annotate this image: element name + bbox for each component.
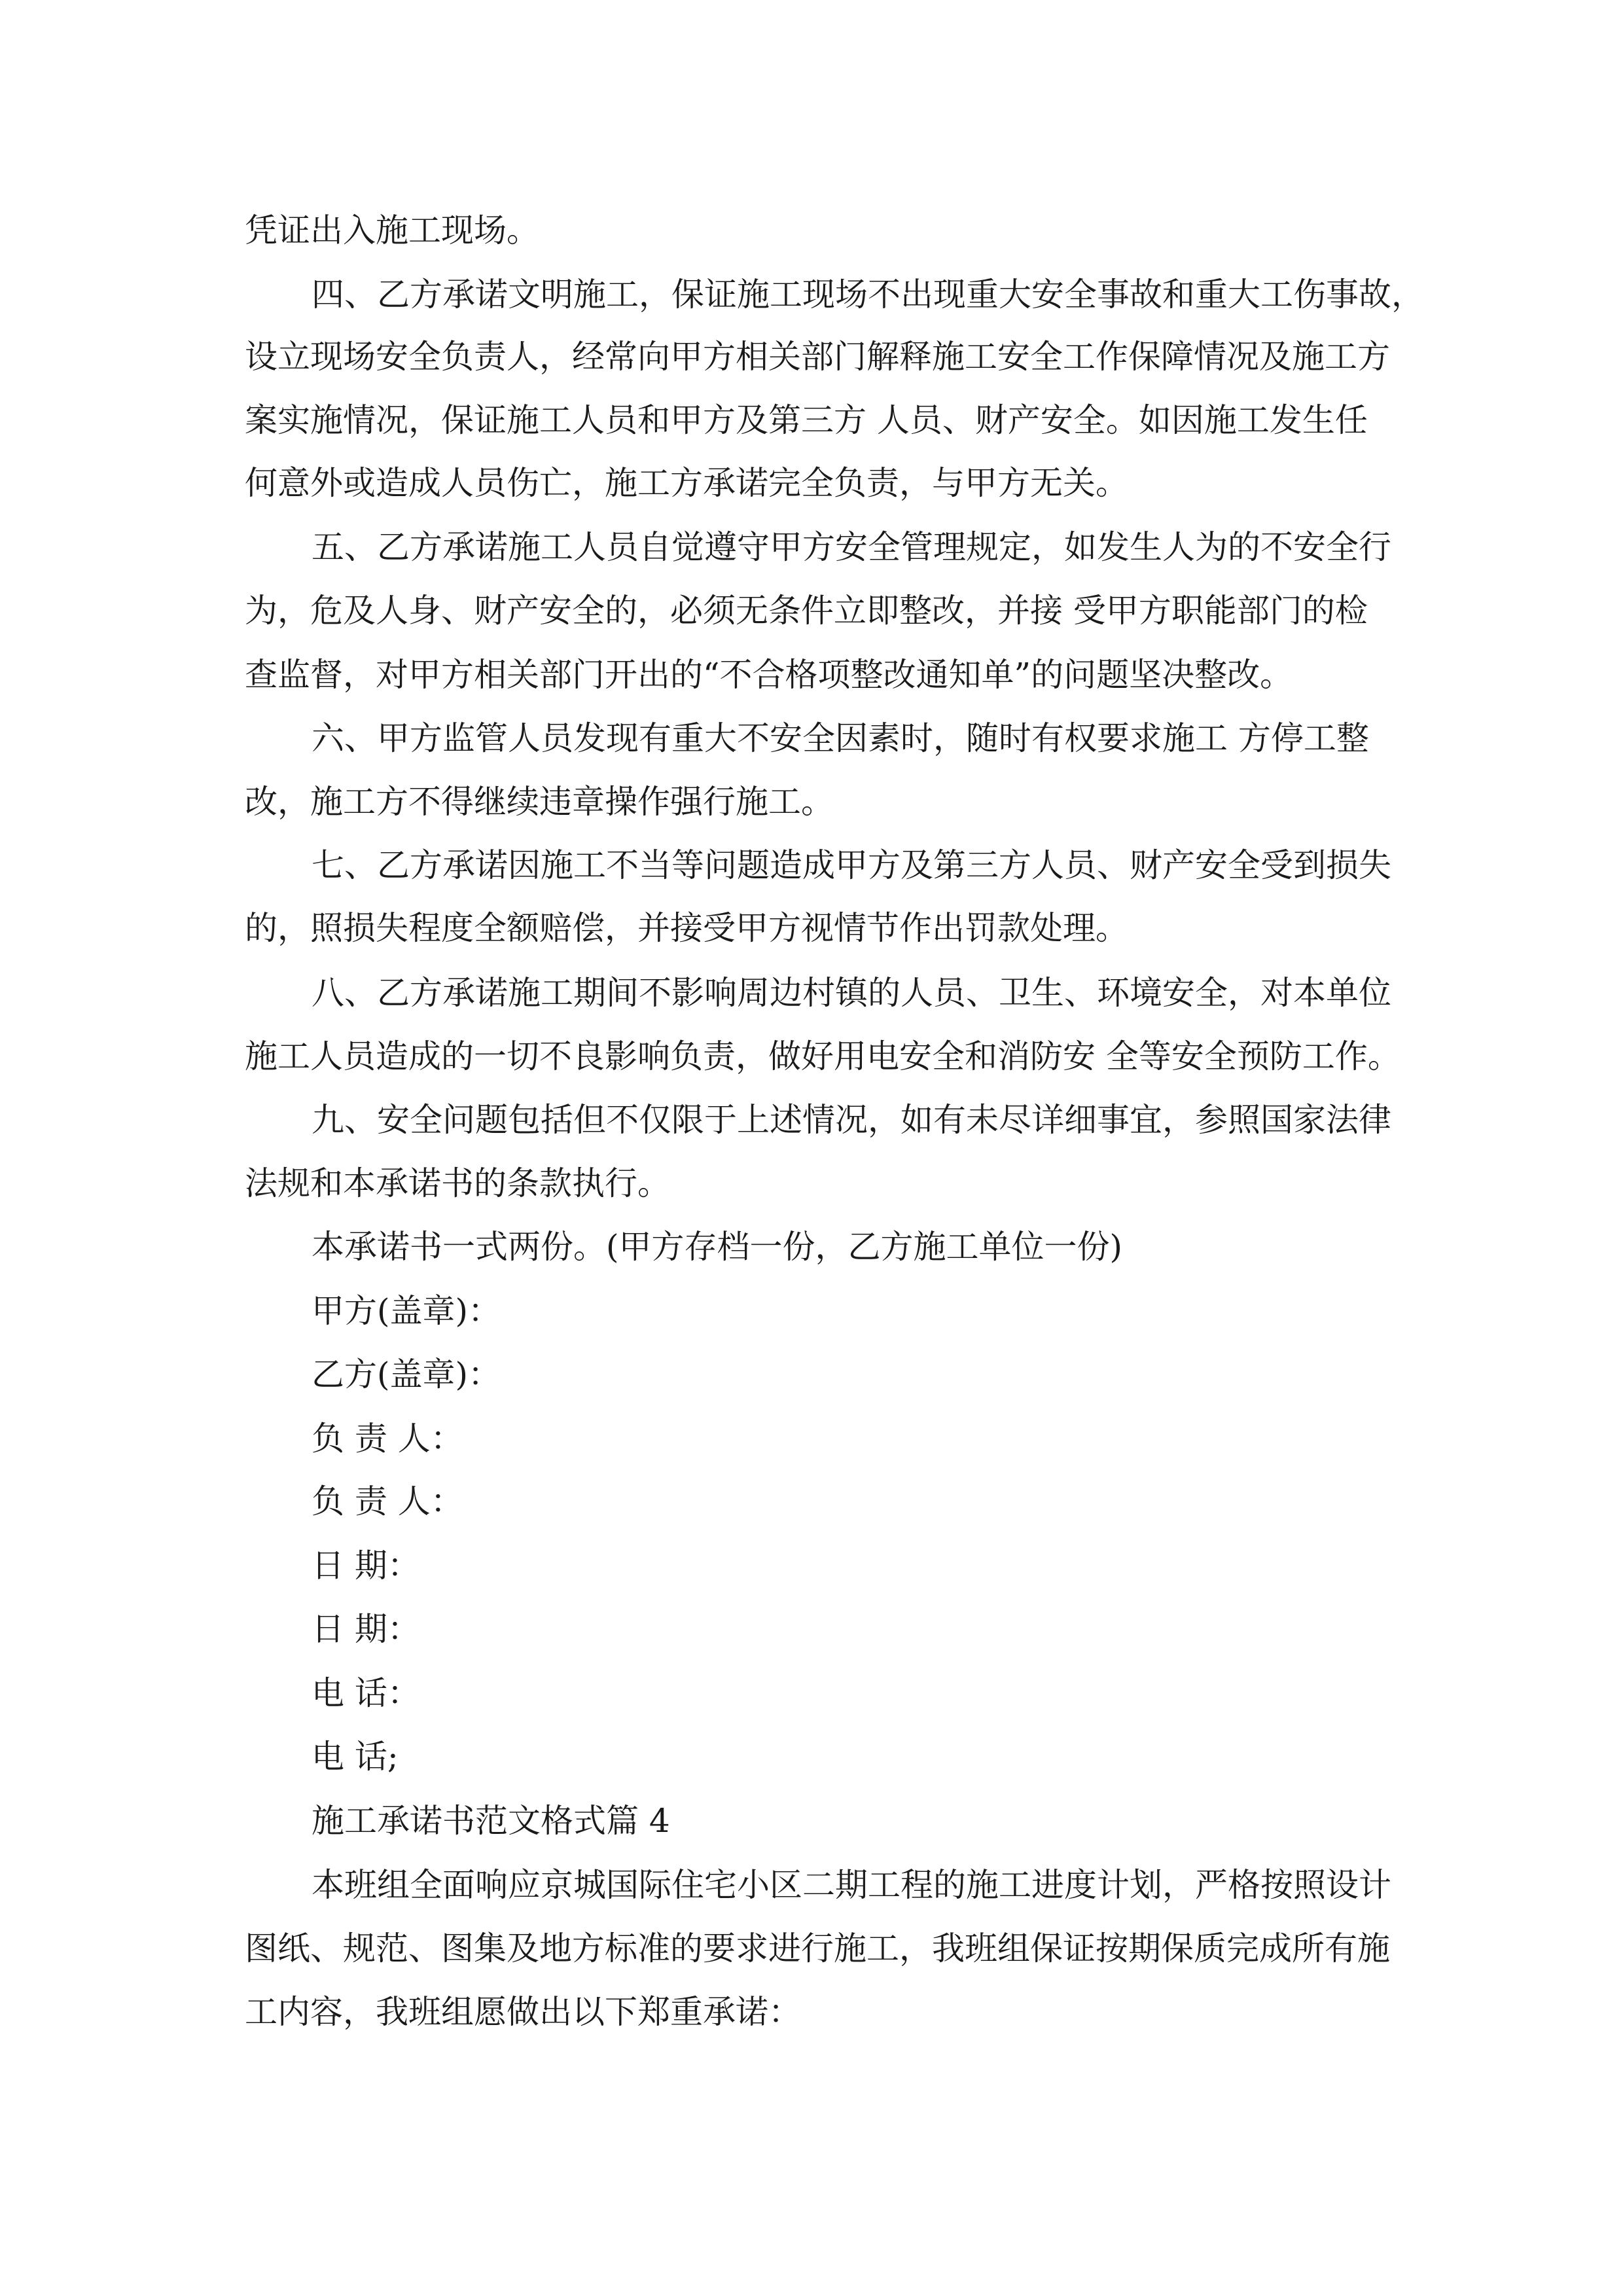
text-line: 查监督，对甲方相关部门开出的“不合格项整改通知单”的问题坚决整改。 bbox=[245, 656, 1293, 694]
date-label: 日 期： bbox=[312, 1610, 420, 1648]
text-line: 为，危及人身、财产安全的，必须无条件立即整改，并接 受甲方职能部门的检 bbox=[245, 592, 1368, 630]
party-b-seal-label: 乙方(盖章)： bbox=[312, 1355, 501, 1393]
responsible-person-label: 负 责 人： bbox=[312, 1420, 463, 1458]
text-line: 的，照损失程度全额赔偿，并接受甲方视情节作出罚款处理。 bbox=[245, 909, 1128, 947]
paragraph-five-line: 五、乙方承诺施工人员自觉遵守甲方安全管理规定，如发生人为的不安全行 bbox=[312, 528, 1391, 566]
responsible-person-label: 负 责 人： bbox=[312, 1482, 463, 1520]
text-line: 设立现场安全负责人，经常向甲方相关部门解释施工安全工作保障情况及施工方 bbox=[245, 338, 1390, 376]
phone-label: 电 话; bbox=[312, 1738, 399, 1776]
section-heading: 施工承诺书范文格式篇 4 bbox=[312, 1802, 670, 1840]
date-label: 日 期： bbox=[312, 1547, 420, 1585]
paragraph-pledge-line: 本班组全面响应京城国际住宅小区二期工程的施工进度计划，严格按照设计 bbox=[312, 1866, 1391, 1904]
phone-label: 电 话： bbox=[312, 1674, 420, 1712]
paragraph-four-line: 四、乙方承诺文明施工，保证施工现场不出现重大安全事故和重大工伤事故， bbox=[312, 276, 1424, 314]
text-line: 凭证出入施工现场。 bbox=[245, 211, 539, 249]
text-line: 案实施情况，保证施工人员和甲方及第三方 人员、财产安全。如因施工发生任 bbox=[245, 401, 1368, 439]
text-line: 改，施工方不得继续违章操作强行施工。 bbox=[245, 783, 834, 821]
paragraph-nine-line: 九、安全问题包括但不仅限于上述情况，如有未尽详细事宜，参照国家法律 bbox=[312, 1101, 1391, 1139]
text-line: 法规和本承诺书的条款执行。 bbox=[245, 1164, 670, 1202]
text-line: 何意外或造成人员伤亡，施工方承诺完全负责，与甲方无关。 bbox=[245, 464, 1128, 502]
text-line: 图纸、规范、图集及地方标准的要求进行施工，我班组保证按期保质完成所有施 bbox=[245, 1929, 1390, 1967]
text-line: 工内容，我班组愿做出以下郑重承诺： bbox=[245, 1993, 801, 2031]
paragraph-six-line: 六、甲方监管人员发现有重大不安全因素时，随时有权要求施工 方停工整 bbox=[312, 719, 1369, 757]
copies-statement: 本承诺书一式两份。(甲方存档一份，乙方施工单位一份) bbox=[312, 1228, 1123, 1266]
paragraph-seven-line: 七、乙方承诺因施工不当等问题造成甲方及第三方人员、财产安全受到损失 bbox=[312, 846, 1391, 884]
party-a-seal-label: 甲方(盖章)： bbox=[312, 1292, 501, 1330]
paragraph-eight-line: 八、乙方承诺施工期间不影响周边村镇的人员、卫生、环境安全，对本单位 bbox=[312, 974, 1391, 1012]
text-line: 施工人员造成的一切不良影响负责，做好用电安全和消防安 全等安全预防工作。 bbox=[245, 1037, 1400, 1075]
